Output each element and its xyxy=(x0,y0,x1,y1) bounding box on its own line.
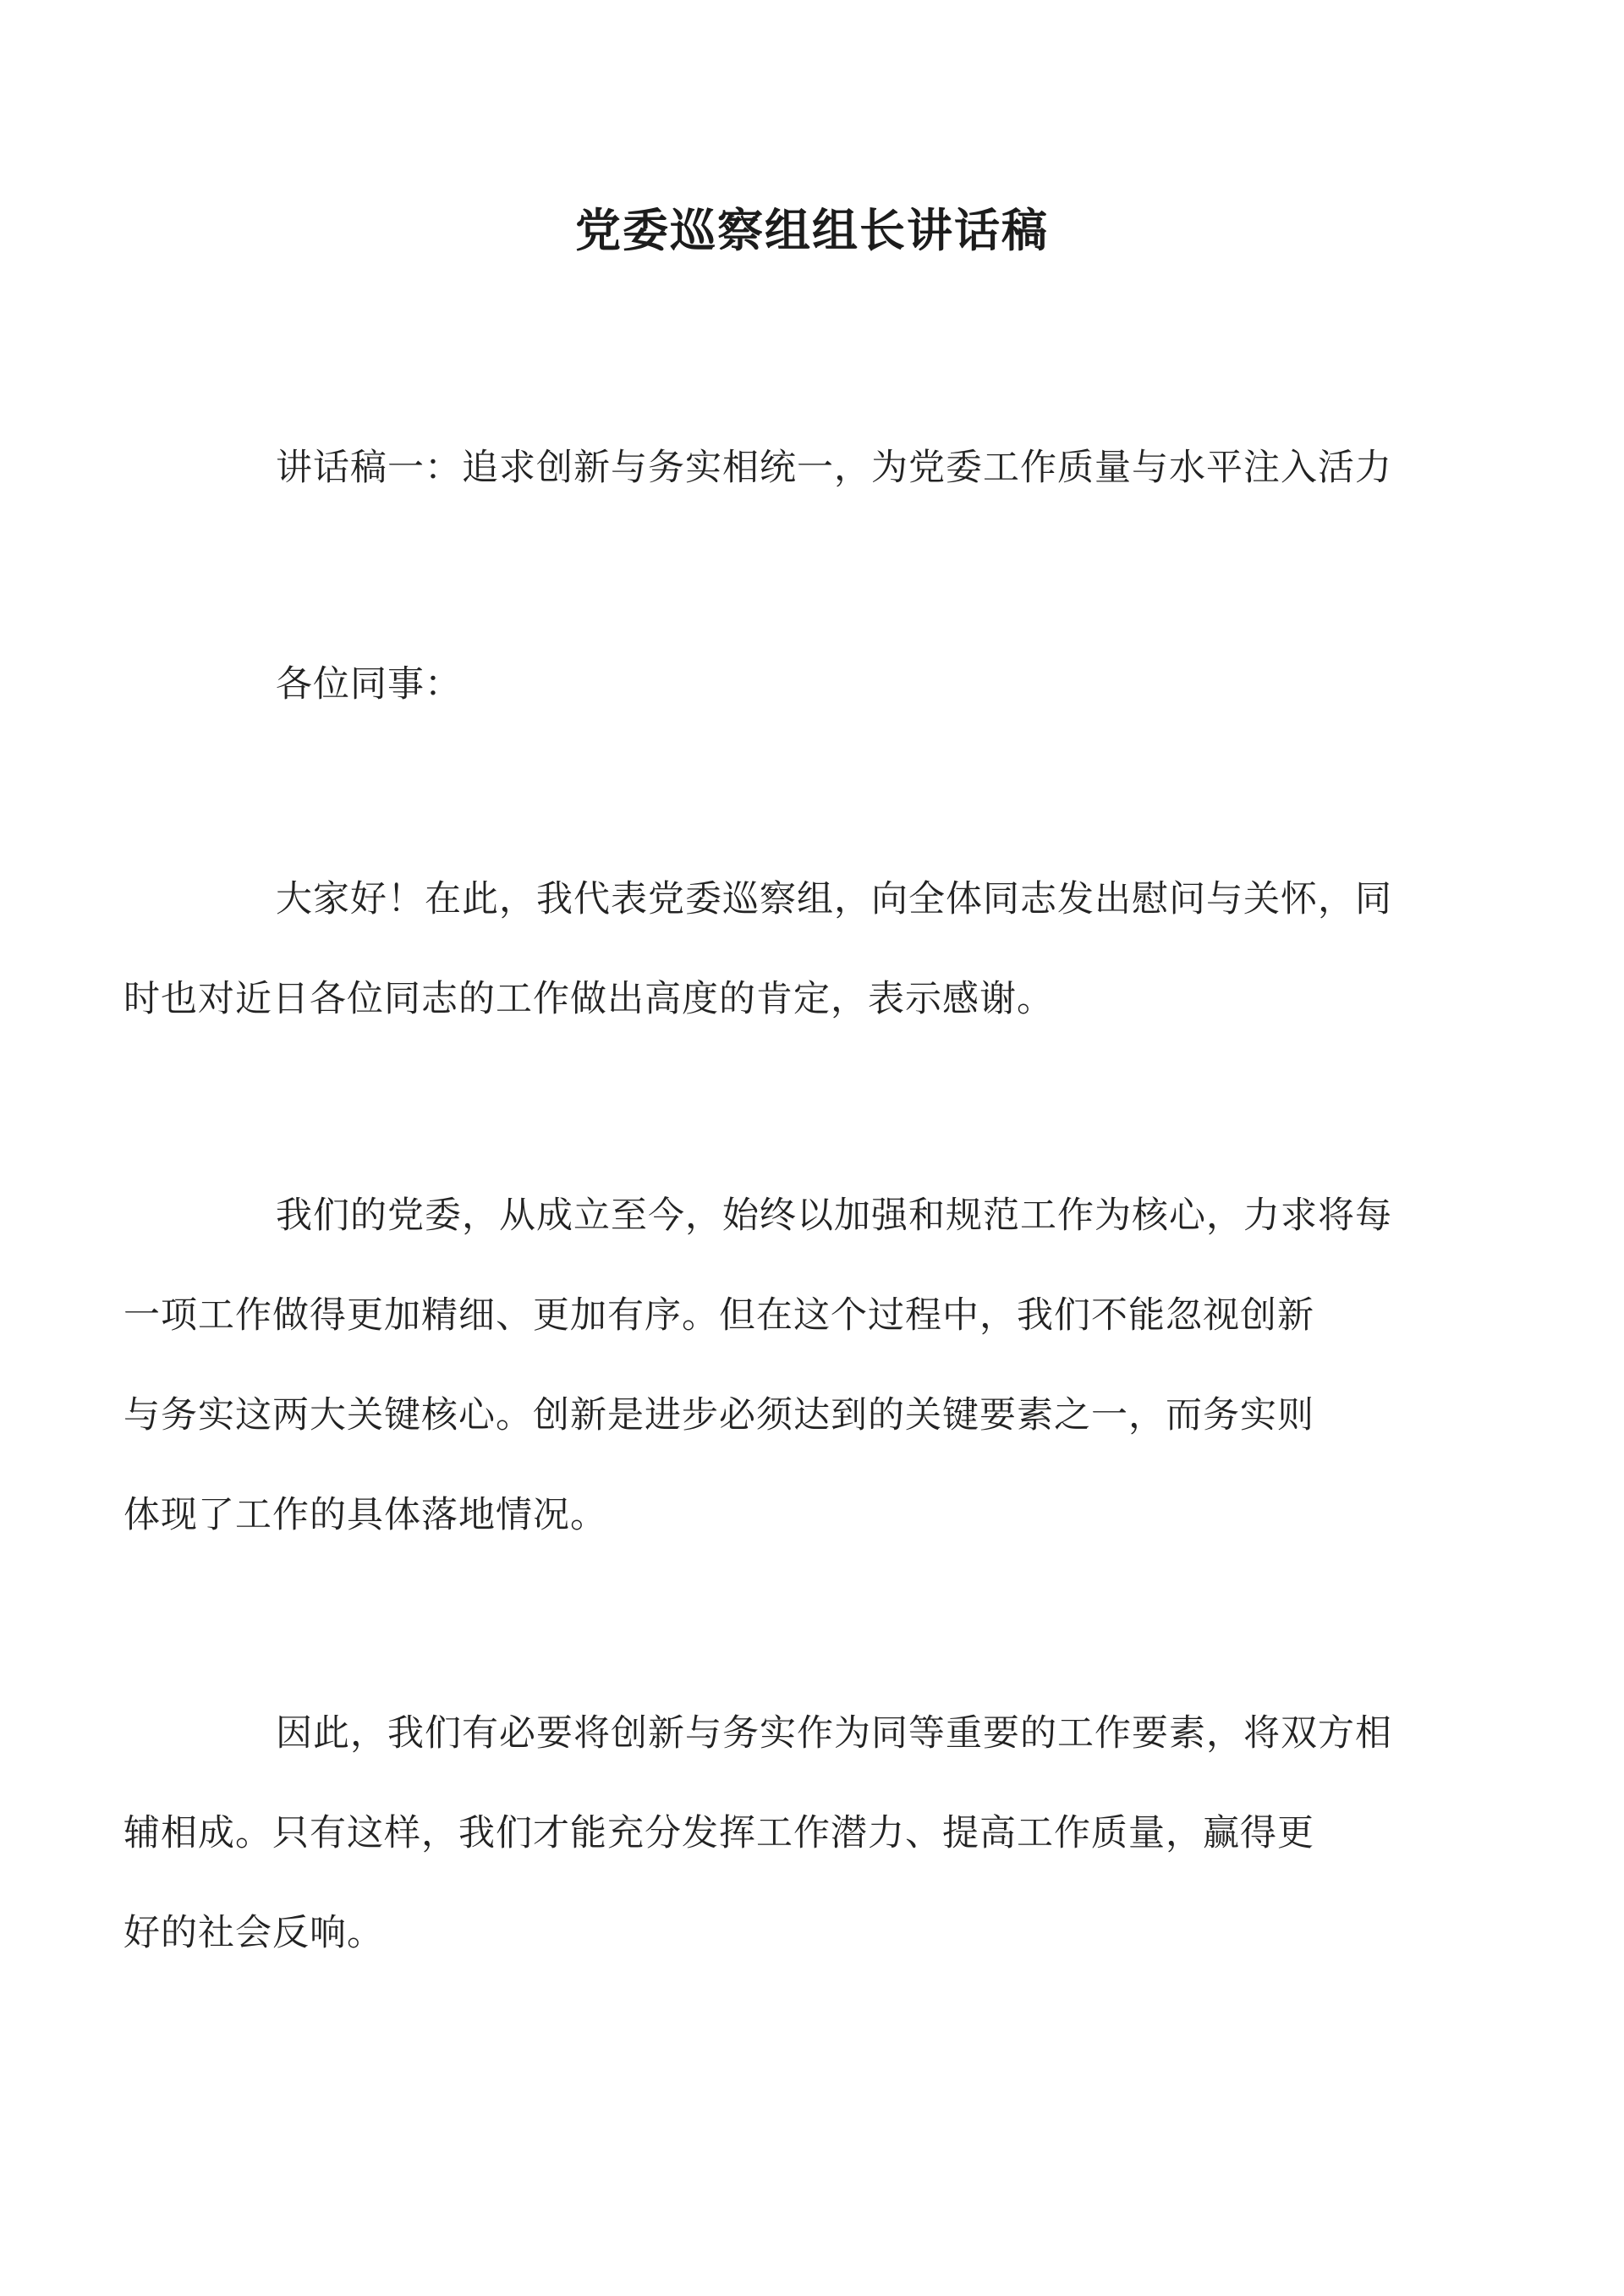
paragraph-line: 时也对近日各位同志的工作做出高度的肯定，表示感谢。 xyxy=(123,978,1054,1020)
paragraph-line: 讲话稿一：追求创新与务实相统一，为党委工作质量与水平注入活力 xyxy=(276,447,1392,489)
paragraph-line: 大家好！在此，我代表党委巡察组，向全体同志发出慰问与关怀，同 xyxy=(276,878,1392,920)
paragraph-line: 与务实这两大关键核心。创新是进步必须达到的关键要素之一，而务实则 xyxy=(123,1394,1314,1436)
paragraph-salutation xyxy=(200,634,1426,734)
paragraph-conclusion xyxy=(123,1684,1426,1983)
paragraph-line: 因此，我们有必要将创新与务实作为同等重要的工作要素，将双方相 xyxy=(276,1712,1392,1755)
paragraph-party-committee xyxy=(123,1166,1426,1565)
paragraph-greeting xyxy=(123,849,1426,1049)
paragraph-line: 好的社会反响。 xyxy=(123,1912,384,1954)
paragraph-line: 体现了工作的具体落地情况。 xyxy=(123,1494,607,1536)
paragraph-line: 一项工作做得更加精细、更加有序。但在这个过程中，我们不能忽视创新 xyxy=(123,1294,1314,1337)
document-title: 党委巡察组组长讲话稿 xyxy=(575,203,1049,257)
paragraph-line: 辅相成。只有这样，我们才能充分发挥工作潜力、提高工作质量，赢得更 xyxy=(123,1812,1314,1854)
paragraph-line: 我们的党委，从成立至今，始终以加强和规范工作为核心，力求将每 xyxy=(276,1195,1392,1237)
paragraph-speech-heading xyxy=(200,418,1426,518)
paragraph-line: 各位同事： xyxy=(276,663,462,706)
